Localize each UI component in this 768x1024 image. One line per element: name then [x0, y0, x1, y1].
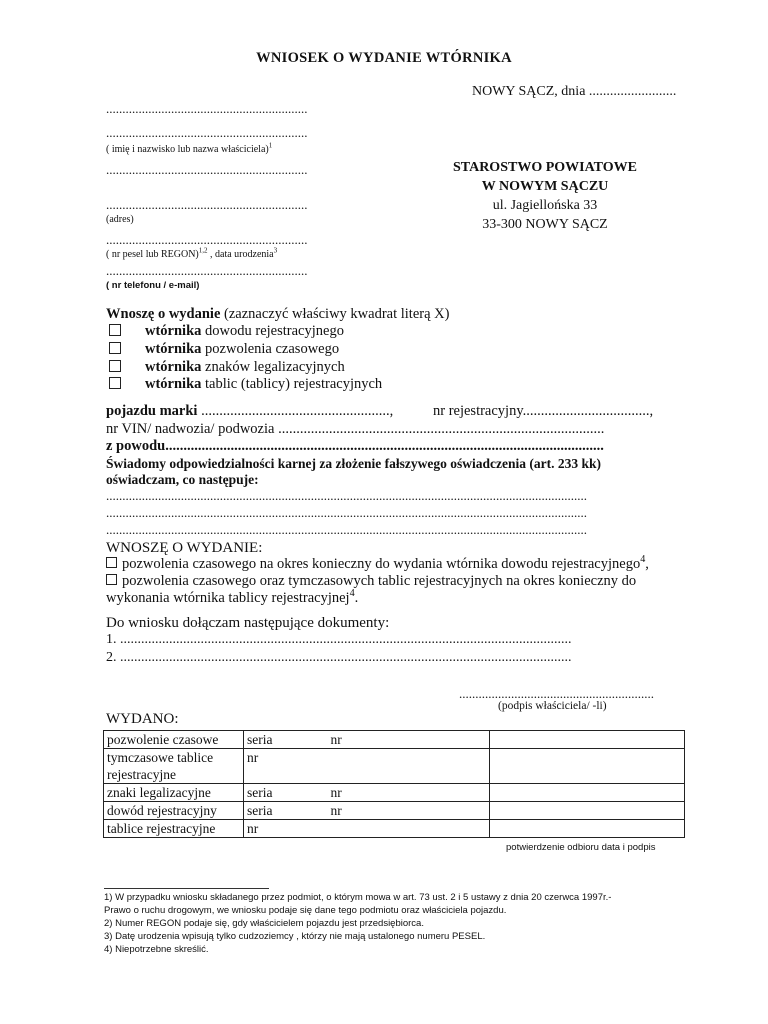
table-row	[104, 802, 685, 820]
checkbox-icon[interactable]	[109, 360, 121, 372]
contact-line[interactable]: ..............................................................	[106, 263, 308, 278]
pesel-label	[106, 246, 278, 260]
attachments-header: Do wniosku dołączam następujące dokumenty:	[106, 615, 390, 631]
birth-label-sup: 3	[273, 246, 278, 255]
request-intro-bold: Wnoszę o wydanie	[106, 306, 221, 322]
vehicle-make-label: pojazdu marki	[106, 403, 198, 419]
footnote-3: 3) Datę urodzenia wpisują tylko cudzoziemcy , którzy nie mają ustalonego numeru PESEL.	[104, 931, 486, 942]
nr-label: nr	[330, 785, 342, 800]
issued-label: znaki legalizacyjne	[104, 784, 244, 802]
reason-label: z powodu	[106, 438, 166, 454]
issued-values[interactable]	[244, 784, 490, 802]
table-row	[104, 820, 685, 838]
seria-label: seria	[247, 803, 273, 818]
name-line-1[interactable]: ..............................................................	[106, 101, 308, 116]
address-line-1[interactable]: ..............................................................	[106, 162, 308, 177]
document-title: WNIOSEK O WYDANIE WTÓRNIKA	[256, 50, 512, 66]
option-bold: wtórnika	[145, 376, 202, 392]
vehicle-vin-field[interactable]: ..........................................................................................	[274, 421, 605, 437]
vehicle-reg-label: nr rejestracyjny	[433, 403, 523, 419]
seria-label: seria	[247, 785, 273, 800]
office-postcode: 33-300 NOWY SĄCZ	[482, 217, 608, 232]
reason-row[interactable]	[106, 438, 684, 455]
nr-label: nr	[330, 732, 342, 747]
second-request-header: WNOSZĘ O WYDANIE:	[106, 540, 263, 556]
vehicle-reg-field[interactable]: ...................................,	[522, 403, 654, 419]
pesel-label-sup: 1,2	[198, 246, 208, 255]
pesel-label-text: ( nr pesel lub REGON)	[106, 249, 199, 260]
second-option-2-cont	[106, 590, 358, 607]
issued-label: tablice rejestracyjne	[104, 820, 244, 838]
second-option-2-text: pozwolenia czasowego oraz tymczasowych tablic rejestracyjnych na okres konieczny do	[122, 573, 637, 589]
second-option-2-sup: 4	[349, 588, 355, 600]
attachment-item-1[interactable]: 1. .................................................................................................................................	[106, 632, 572, 647]
second-option-2[interactable]	[106, 573, 636, 590]
office-street: ul. Jagiellońska 33	[492, 198, 598, 213]
declaration-line-1: Świadomy odpowiedzialności karnej za złożenie fałszywego oświadczenia (art. 233 kk)	[106, 456, 601, 471]
footnote-4: 4) Niepotrzebne skreślić.	[104, 944, 209, 955]
issued-confirm-cell[interactable]	[490, 784, 685, 802]
second-option-1-text: pozwolenia czasowego na okres konieczny do wydania wtórnika dowodu rejestracyjnego	[122, 556, 641, 572]
option-text: dowodu rejestracyjnego	[201, 323, 344, 339]
option-temporary-permit[interactable]	[109, 341, 339, 358]
table-row	[104, 731, 685, 749]
second-option-1[interactable]	[106, 556, 649, 573]
issued-header: WYDANO:	[106, 711, 179, 727]
signature-field[interactable]: ............................................................	[459, 686, 654, 701]
declaration-line-2: oświadczam, co następuje:	[106, 472, 259, 487]
receipt-confirmation-label: potwierdzenie odbioru data i podpis	[506, 842, 656, 853]
issued-table	[103, 730, 685, 838]
place-date-field[interactable]: NOWY SĄCZ, dnia .........................	[472, 84, 677, 99]
name-label-sup: 1	[268, 141, 273, 150]
checkbox-icon[interactable]	[109, 324, 121, 336]
checkbox-icon[interactable]	[109, 377, 121, 389]
footnote-2: 2) Numer REGON podaje się, gdy właścicielem pojazdu jest przedsiębiorca.	[104, 918, 424, 929]
issued-values[interactable]	[244, 731, 490, 749]
declaration-field-2[interactable]: ....................................................................................................................................................	[106, 505, 587, 520]
name-line-2[interactable]: ..............................................................	[106, 125, 308, 140]
option-legalization-marks[interactable]	[109, 359, 345, 376]
name-label	[106, 141, 273, 155]
issued-values[interactable]	[244, 749, 490, 784]
checkbox-icon[interactable]	[106, 557, 117, 568]
office-name: STAROSTWO POWIATOWE	[453, 160, 637, 175]
option-text: pozwolenia czasowego	[201, 341, 340, 357]
declaration-field-3[interactable]: ....................................................................................................................................................	[106, 522, 587, 537]
attachment-item-2[interactable]: 2. .................................................................................................................................	[106, 650, 572, 665]
declaration-field-1[interactable]: ....................................................................................................................................................	[106, 488, 587, 503]
name-label-text: ( imię i nazwisko lub nazwa właściciela)	[106, 144, 269, 155]
checkbox-icon[interactable]	[106, 574, 117, 585]
option-plates[interactable]	[109, 376, 382, 393]
reason-field[interactable]: .........................................................................................................................	[165, 438, 604, 454]
table-row	[104, 784, 685, 802]
issued-values[interactable]	[244, 802, 490, 820]
option-bold: wtórnika	[145, 341, 202, 357]
pesel-line[interactable]: ..............................................................	[106, 232, 308, 247]
signature-label: (podpis właściciela/ -li)	[498, 700, 607, 712]
checkbox-icon[interactable]	[109, 342, 121, 354]
option-text: znaków legalizacyjnych	[201, 359, 345, 375]
second-option-1-sup: 4	[640, 554, 646, 566]
contact-label: ( nr telefonu / e-mail)	[106, 280, 200, 291]
issued-values[interactable]	[244, 820, 490, 838]
birth-label-text: , data urodzenia	[207, 249, 274, 260]
nr-label: nr	[247, 821, 259, 836]
footnote-1a: 1) W przypadku wniosku składanego przez podmiot, o którym mowa w art. 73 ust. 2 i 5 ustawy z dnia 20 czerwca 1997r.-	[104, 892, 612, 903]
second-option-1-end: ,	[645, 556, 649, 572]
second-option-2-end: .	[354, 590, 359, 606]
seria-label: seria	[247, 732, 273, 747]
issued-confirm-cell[interactable]	[490, 820, 685, 838]
option-text: tablic (tablicy) rejestracyjnych	[201, 376, 383, 392]
issued-label: pozwolenie czasowe	[104, 731, 244, 749]
option-bold: wtórnika	[145, 323, 202, 339]
request-intro-rest: (zaznaczyć właściwy kwadrat literą X)	[220, 306, 450, 322]
issued-label: dowód rejestracyjny	[104, 802, 244, 820]
vehicle-reg-row[interactable]	[433, 403, 653, 420]
table-row	[104, 749, 685, 784]
nr-label: nr	[330, 803, 342, 818]
vehicle-vin-row[interactable]	[106, 421, 604, 438]
office-city: W NOWYM SĄCZU	[481, 179, 609, 194]
address-line-2[interactable]: ..............................................................	[106, 197, 308, 212]
nr-label: nr	[247, 750, 259, 765]
vehicle-make-field[interactable]: ....................................................,	[197, 403, 394, 419]
option-registration-doc[interactable]	[109, 323, 344, 340]
request-intro	[106, 306, 449, 323]
vehicle-vin-label: nr VIN/ nadwozia/ podwozia	[106, 421, 275, 437]
footnote-divider	[104, 888, 269, 889]
footnote-1b: Prawo o ruchu drogowym, we wniosku podaje się dane tego podmiotu oraz właściciela pojazdu.	[104, 905, 507, 916]
issued-confirm-cell[interactable]	[490, 731, 685, 749]
address-label: (adres)	[106, 214, 134, 225]
issued-label: tymczasowe tablice rejestracyjne	[104, 749, 244, 784]
vehicle-make-row[interactable]	[106, 403, 393, 420]
issued-confirm-cell[interactable]	[490, 802, 685, 820]
issued-confirm-cell[interactable]	[490, 749, 685, 784]
option-bold: wtórnika	[145, 359, 202, 375]
office-address	[420, 158, 670, 234]
second-option-2-text-cont: wykonania wtórnika tablicy rejestracyjnej	[106, 590, 350, 606]
